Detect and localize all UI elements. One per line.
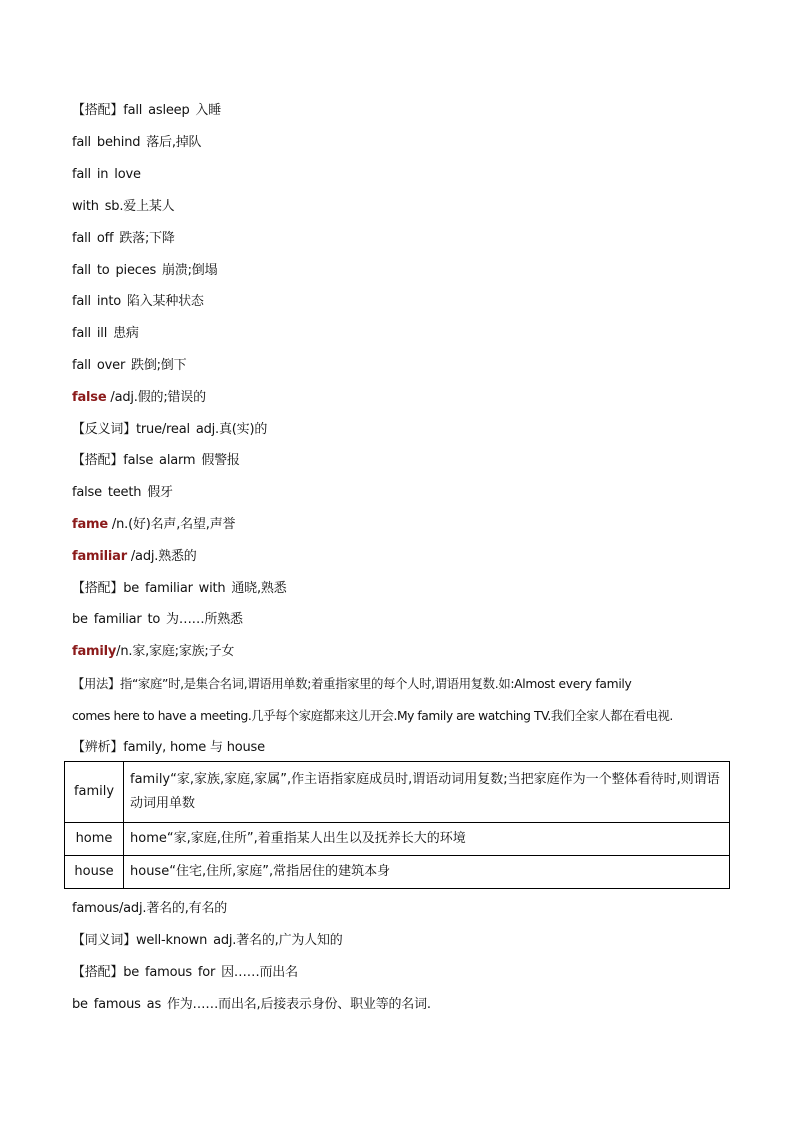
usage-line-2: comes here to have a meeting.几乎每个家庭都来这儿开会.My family are watching TV.我们全家人都在看电视. [72, 709, 673, 723]
collocation-famous-for: 【搭配】be famous for 因……而出名 [72, 965, 298, 980]
collocation-famous-as: be famous as 作为……而出名,后接表示身份、职业等的名词. [72, 997, 431, 1012]
collocation-false-alarm: 【搭配】false alarm 假警报 [72, 453, 240, 468]
collocation-fall-in-love: fall in love [72, 167, 141, 182]
table-row [65, 823, 730, 856]
table-row [65, 762, 730, 823]
collocation-fall-asleep: 【搭配】fall asleep 入睡 [72, 103, 222, 118]
entry-false [72, 390, 206, 406]
collocation-fall-to-pieces: fall to pieces 崩溃;倒塌 [72, 263, 218, 278]
definition-fame: /n.(好)名声,名望,声誉 [108, 517, 236, 532]
antonym-false: 【反义词】true/real adj.真(实)的 [72, 422, 268, 437]
comparison-table [64, 761, 730, 889]
table-cell-word: house [65, 856, 124, 889]
collocation-familiar-to: be familiar to 为……所熟悉 [72, 612, 243, 627]
table-cell-word: home [65, 823, 124, 856]
collocation-fall-behind: fall behind 落后,掉队 [72, 135, 202, 150]
synonym-famous: 【同义词】well-known adj.著名的,广为人知的 [72, 933, 343, 948]
entry-family [72, 644, 234, 660]
table-cell-desc: house“住宅,住所,家庭”,常指居住的建筑本身 [124, 856, 730, 889]
collocation-fall-into: fall into 陷入某种状态 [72, 294, 204, 309]
headword-fame: fame [72, 517, 108, 532]
table-cell-word: family [65, 762, 124, 823]
definition-false: /adj.假的;错误的 [106, 390, 206, 405]
collocation-fall-over: fall over 跌倒;倒下 [72, 358, 187, 373]
collocation-familiar-with: 【搭配】be familiar with 通晓,熟悉 [72, 581, 287, 596]
table-cell-desc: family“家,家族,家庭,家属”,作主语指家庭成员时,谓语动词用复数;当把家庭作为一个整体看待时,则谓语动词用单数 [124, 762, 730, 823]
headword-familiar: familiar [72, 549, 127, 564]
headword-family: family [72, 644, 117, 659]
collocation-false-teeth: false teeth 假牙 [72, 485, 173, 500]
definition-familiar: /adj.熟悉的 [126, 549, 197, 564]
definition-family: /n.家,家庭;家族;子女 [116, 644, 235, 659]
table-cell-desc: home“家,家庭,住所”,着重指某人出生以及抚养长大的环境 [124, 823, 730, 856]
entry-familiar [72, 549, 197, 565]
table-row [65, 856, 730, 889]
collocation-with-sb: with sb.爱上某人 [72, 199, 175, 214]
usage-line-1: 【用法】指“家庭”时,是集合名词,谓语用单数;着重指家里的每个人时,谓语用复数.如:Almost every family [72, 677, 632, 691]
collocation-fall-ill: fall ill 患病 [72, 326, 139, 341]
headword-false: false [72, 390, 107, 405]
entry-fame [72, 517, 235, 533]
collocation-fall-off: fall off 跌落;下降 [72, 231, 175, 246]
entry-famous: famous/adj.著名的,有名的 [72, 901, 228, 916]
compare-title: 【辨析】family, home 与 house [72, 740, 265, 755]
